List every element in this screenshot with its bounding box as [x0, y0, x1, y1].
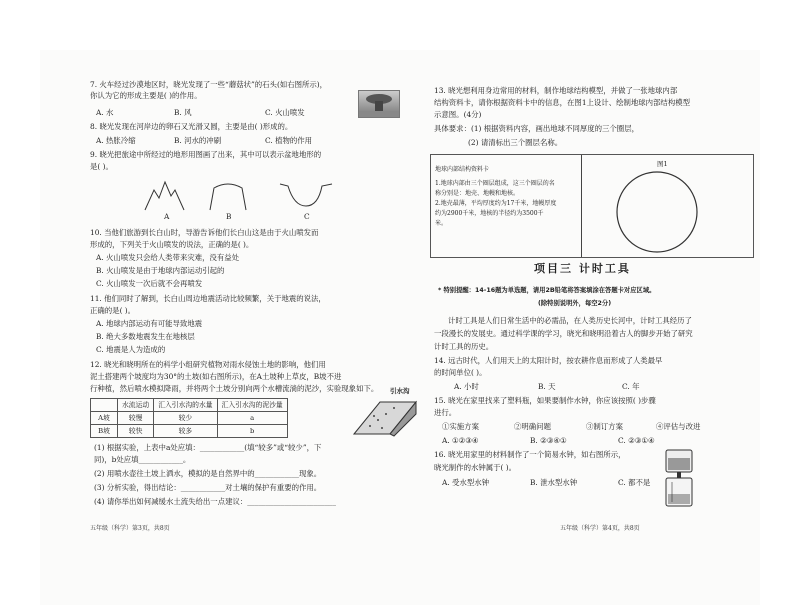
intro-text-2: 一段漫长的发展史。通过科学课的学习，晓光和晓明沿着古人的脚步开始了研究: [434, 329, 693, 338]
mushroom-rock-photo: [358, 90, 400, 118]
table-cell: b: [217, 425, 287, 438]
q16-text: 16. 晓光用家里的材料制作了一个简易水钟，如右图所示，: [434, 450, 626, 459]
q15-text: 15. 晓光在家里找来了塑料瓶，如果要制作水钟，你应该按照( )步骤: [434, 396, 656, 405]
mushroom-rock-icon: [359, 91, 399, 117]
left-page: [90, 50, 425, 605]
card-title: 地球内部结构资料卡: [435, 166, 490, 173]
landform-sketches: [140, 178, 340, 212]
q16-option-a: A. 受水型水钟: [442, 478, 489, 487]
special-notice: * 特别提醒：14-16题为单选题，请用2B铅笔将答案填涂在答题卡对应区域。: [438, 287, 656, 294]
earth-structure-card: [435, 165, 556, 229]
q12-sub3: (3) 分析实验，得出结论：____________对土壤的保护有重要的作用。: [94, 483, 322, 492]
q16-option-c: C. 都不是: [618, 478, 651, 487]
section-title: 项目三 计时工具: [534, 262, 631, 275]
q7-text: 7. 火车经过沙漠地区时，晓光发现了一些“蘑菇状”的石头(如右图所示)，: [90, 80, 328, 89]
exam-sheet: [40, 50, 760, 605]
table-row: [91, 425, 288, 438]
figure-1-label: 图1: [657, 160, 668, 168]
table-cell: 较少: [154, 412, 217, 425]
q15-step-3: ③制订方案: [586, 422, 623, 431]
q11-text-2: 正确的是( )。: [90, 306, 136, 315]
card-line: 称分别是：地壳、地幔和地核。: [435, 190, 520, 197]
card-line: 米。: [435, 220, 448, 227]
q13-text: 13. 晓光想利用身边常用的材料，制作地球结构模型，并做了一张地球内部: [434, 86, 678, 95]
q7-option-a: A. 水: [96, 108, 114, 117]
q12-sub2: (2) 用喷水壶往土坡上洒水，模拟的是自然界中的____________现象。: [94, 469, 322, 478]
q11-option-c: C. 地震是人为造成的: [96, 345, 166, 354]
q14-text: 14. 远古时代，人们用天上的太阳计时，按农耕作息而形成了人类最早: [434, 356, 663, 365]
q10-text: 10. 当他们旅游到长白山时，导游告诉他们长白山这是由于火山喷发而: [90, 228, 319, 237]
q15-option-a: A. ①②③④: [442, 436, 479, 445]
q7-option-c: C. 火山喷发: [265, 108, 305, 117]
q13-text-2: 结构资料卡，请你根据资料卡中的信息，在图1上设计、绘制地球内部结构模型: [434, 98, 690, 107]
q9-label-a: A: [164, 212, 170, 221]
q14-option-a: A. 小时: [454, 382, 479, 391]
box-divider: [581, 155, 582, 257]
q12-sub4: (4) 请你举出如何减缓水土流失给出一点建议：________________________: [94, 497, 336, 506]
q15-option-b: B. ②③④①: [530, 436, 567, 445]
card-line: 2.地壳最薄，平均厚度约为17千米，地幔厚度: [435, 200, 557, 207]
q10-text-2: 形成的，下列关于火山喷发的说法，正确的是( )。: [90, 240, 254, 249]
table-cell: 较快: [118, 425, 154, 438]
q8-option-c: C. 植物的作用: [265, 136, 313, 145]
page-footer-right: 五年级（科学）第4页，共8页: [560, 525, 640, 532]
intro-text: 计时工具是人们日常生活中的必需品，在人类历史长河中，计时工具经历了: [448, 316, 692, 325]
q14-text-2: 的时间单位( )。: [434, 368, 487, 377]
table-header-row: [91, 399, 288, 412]
q12-text-2: 泥土搭建两个坡度均为30°的土坡(如右图所示)，在A土坡种上草皮，B坡不进: [90, 372, 342, 381]
table-header-cell: 水流运动: [118, 399, 154, 412]
q10-option-a: A. 火山喷发只会给人类带来灾难，没有益处: [96, 253, 240, 262]
q13-requirement-1: 具体要求：(1) 根据资料内容，画出地球不同厚度的三个圈层，: [434, 124, 639, 133]
landform-b-shape: [210, 184, 246, 210]
q13-answer-box: [430, 154, 754, 258]
page-footer-left: 五年级（科学）第3页，共8页: [90, 525, 170, 532]
table-header-cell: 汇入引水沟的泥沙量: [217, 399, 287, 412]
q9-text-2: 是( )。: [90, 162, 113, 171]
q16-text-2: 晓光制作的水钟属于( )。: [434, 463, 517, 472]
card-line: 1.地球内部由三个圈层组成，这三个圈层的名: [435, 180, 555, 187]
table-cell: 较慢: [118, 412, 154, 425]
q13-requirement-2: (2) 请清标出三个圈层名称。: [468, 138, 563, 147]
q12-sub1: (1) 根据实验，上表中a处应填：____________(填“较多”或“较少”，下: [94, 443, 322, 452]
q9-text: 9. 晓光把旅途中所经过的地形用图画了出来，其中可以表示盆地地形的: [90, 150, 322, 159]
slope-diagram: [350, 390, 422, 438]
card-line: 约为2900千米，地核的半径约为3500千: [435, 210, 544, 217]
drainage-ditch-label: 引水沟: [390, 387, 410, 395]
q8-option-b: B. 河水的冲刷: [174, 136, 222, 145]
q8-text: 8. 晓光发现在河岸边的卵石又光滑又圆，主要是由( )形成的。: [90, 122, 293, 131]
q7-option-b: B. 风: [174, 108, 192, 117]
table-cell: 较多: [154, 425, 217, 438]
q9-label-c: C: [304, 212, 310, 221]
q12-text-3: 行种植，然后喷水模拟降雨，并将两个土坡分别向两个水槽流淌的泥沙，实验现象如下。: [90, 384, 379, 393]
experiment-table: [90, 398, 288, 438]
q14-option-b: B. 天: [538, 382, 556, 391]
table-cell: a: [217, 412, 287, 425]
q10-option-b: B. 火山喷发是由于地球内部运动引起的: [96, 266, 225, 275]
q15-step-2: ②明确问题: [514, 422, 551, 431]
q15-option-c: C. ②③①④: [618, 436, 655, 445]
q15-text-2: 进行。: [434, 408, 457, 417]
q11-text: 11. 他们同时了解到，长白山周边地震活动比较频繁，关于地震的说法，: [90, 294, 326, 303]
q8-option-a: A. 热胀冷缩: [96, 136, 136, 145]
table-header-cell: 汇入引水沟的水量: [154, 399, 217, 412]
table-cell: B坡: [91, 425, 118, 438]
landform-a-shape: [145, 182, 184, 210]
q15-step-4: ④评估与改进: [656, 422, 701, 431]
q11-option-a: A. 地球内部运动有可能导致地震: [96, 319, 203, 328]
q7-text-2: 你认为它的形成主要是( )的作用。: [90, 91, 202, 100]
q16-option-b: B. 泄水型水钟: [530, 478, 578, 487]
q12-sub1-2: 同)，b处应填____________。: [94, 455, 191, 464]
q12-text: 12. 晓光和晓明所在的科学小组研究植物对雨水侵蚀土地的影响，他们用: [90, 360, 326, 369]
q14-option-c: C. 年: [622, 382, 640, 391]
table-cell: A坡: [91, 412, 118, 425]
water-clock-bottle-icon: [660, 448, 698, 508]
q15-step-1: ①实施方案: [442, 422, 479, 431]
table-header-cell: [91, 399, 118, 412]
q9-label-b: B: [226, 212, 232, 221]
earth-circle-drawing-area[interactable]: [609, 169, 705, 255]
score-notice: (除特别说明外，每空2分): [538, 300, 612, 307]
right-page: [430, 50, 755, 605]
landform-c-shape: [280, 184, 332, 206]
q11-option-b: B. 绝大多数地震发生在地核层: [96, 332, 195, 341]
intro-text-3: 计时工具的历史。: [434, 342, 494, 351]
q13-text-3: 示意图。(4分): [434, 110, 482, 119]
q10-option-c: C. 火山喷发一次后就不会再喷发: [96, 279, 203, 288]
table-row: [91, 412, 288, 425]
